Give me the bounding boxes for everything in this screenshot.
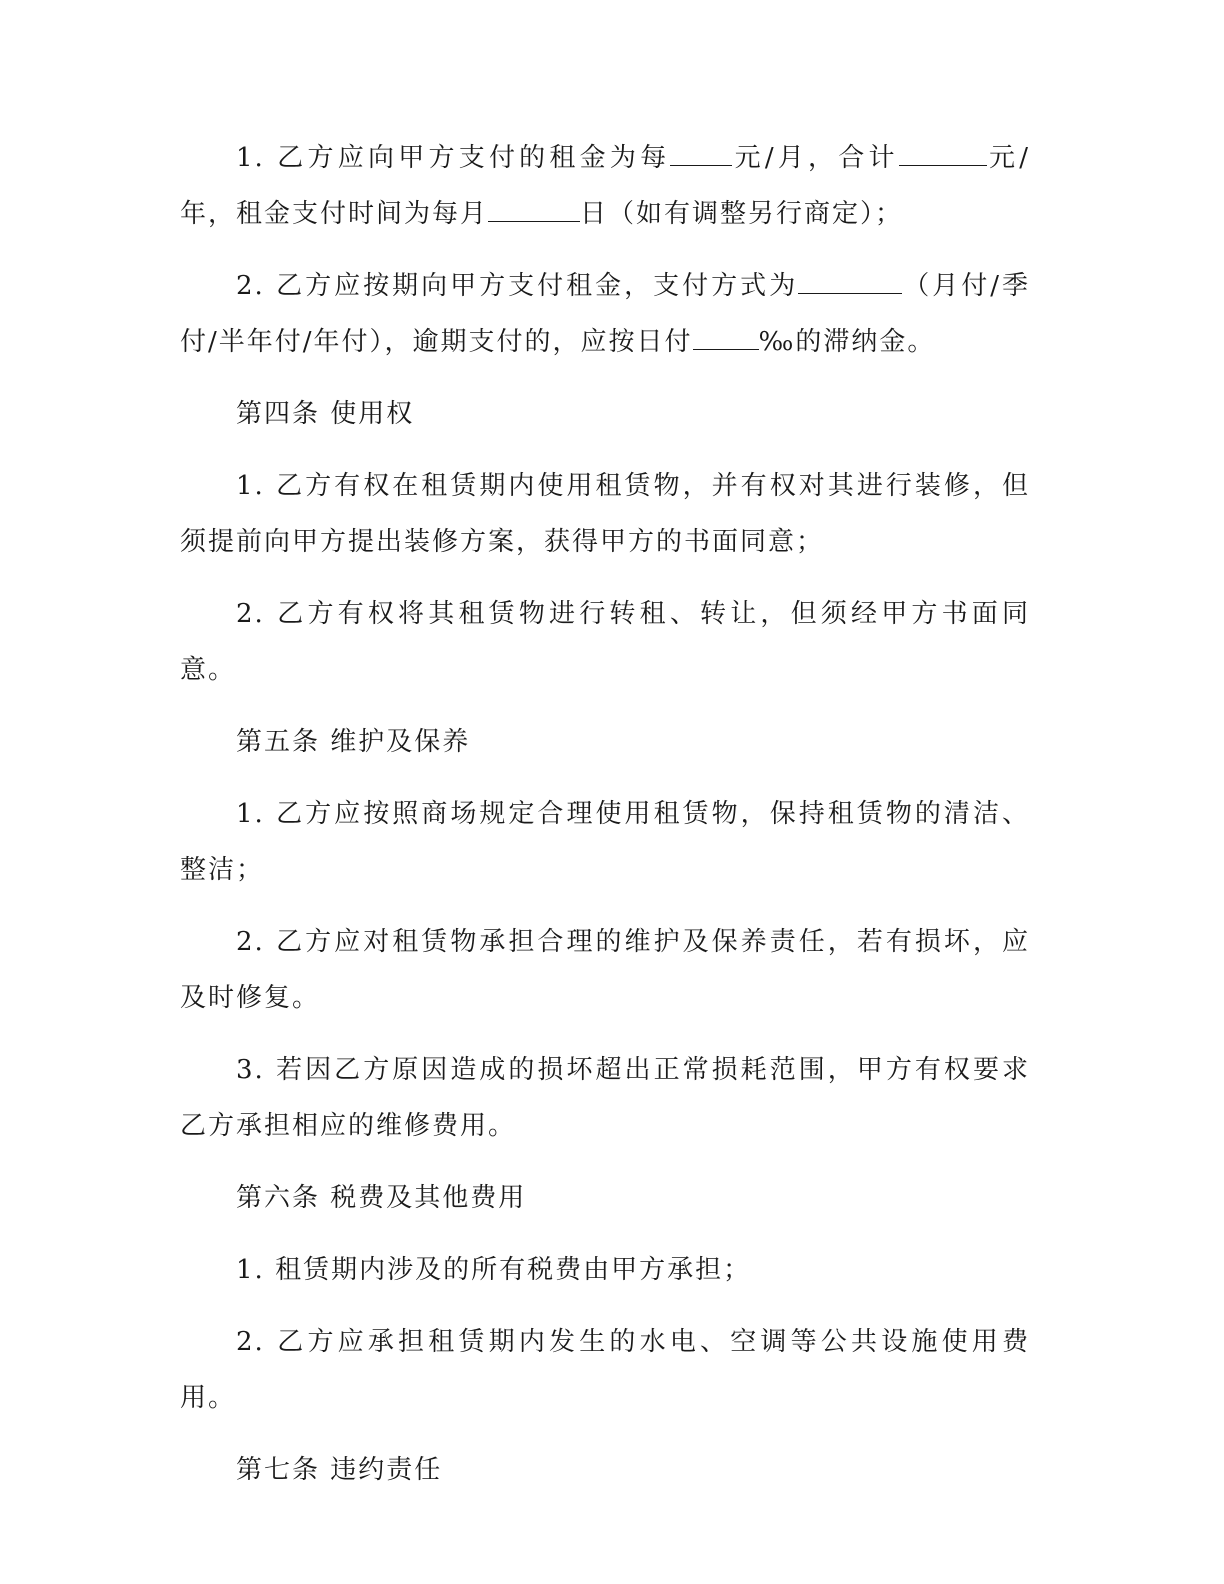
rent-clause-1-text-d: 日（如有调整另行商定）； (580, 199, 904, 229)
payment-day-blank (488, 199, 580, 222)
maintenance-clause-1: 1. 乙方应按照商场规定合理使用租赁物，保持租赁物的清洁、整洁； (180, 799, 1030, 885)
section-heading-taxes-fees: 第六条 税费及其他费用 (236, 1183, 527, 1213)
monthly-rent-blank (670, 143, 732, 166)
maintenance-clause-2: 2. 乙方应对租赁物承担合理的维护及保养责任，若有损坏，应及时修复。 (180, 927, 1030, 1013)
rent-clause-2 (180, 258, 1030, 370)
annual-rent-blank (899, 143, 987, 166)
section-heading-liability: 第七条 违约责任 (236, 1455, 443, 1485)
rent-clause-1 (180, 130, 1030, 242)
rent-clause-1-text-c: 元/年，租金支付时间为每月 (180, 143, 1030, 229)
rent-clause-1-text-a: 1. 乙方应向甲方支付的租金为每 (236, 143, 671, 173)
usage-clause-1: 1. 乙方有权在租赁期内使用租赁物，并有权对其进行装修，但须提前向甲方提出装修方案，获得甲方的书面同意； (180, 471, 1030, 557)
section-heading-usage-rights: 第四条 使用权 (236, 399, 415, 429)
taxes-clause-2: 2. 乙方应承担租赁期内发生的水电、空调等公共设施使用费用。 (180, 1327, 1030, 1413)
rent-clause-2-text-c: ‰的滞纳金。 (758, 327, 936, 357)
rent-clause-2-text-a: 2. 乙方应按期向甲方支付租金，支付方式为 (236, 271, 799, 301)
late-fee-rate-blank (693, 327, 759, 350)
document-page (180, 130, 1030, 1514)
maintenance-clause-3: 3. 若因乙方原因造成的损坏超出正常损耗范围，甲方有权要求乙方承担相应的维修费用。 (180, 1055, 1030, 1141)
section-heading-maintenance: 第五条 维护及保养 (236, 727, 471, 757)
usage-clause-2: 2. 乙方有权将其租赁物进行转租、转让，但须经甲方书面同意。 (180, 599, 1030, 685)
taxes-clause-1: 1. 租赁期内涉及的所有税费由甲方承担； (236, 1255, 752, 1285)
rent-clause-2-text-b: （月付/季付/半年付/年付），逾期支付的，应按日付 (180, 271, 1030, 357)
rent-clause-1-text-b: 元/月，合计 (732, 143, 899, 173)
payment-method-blank (798, 271, 902, 294)
